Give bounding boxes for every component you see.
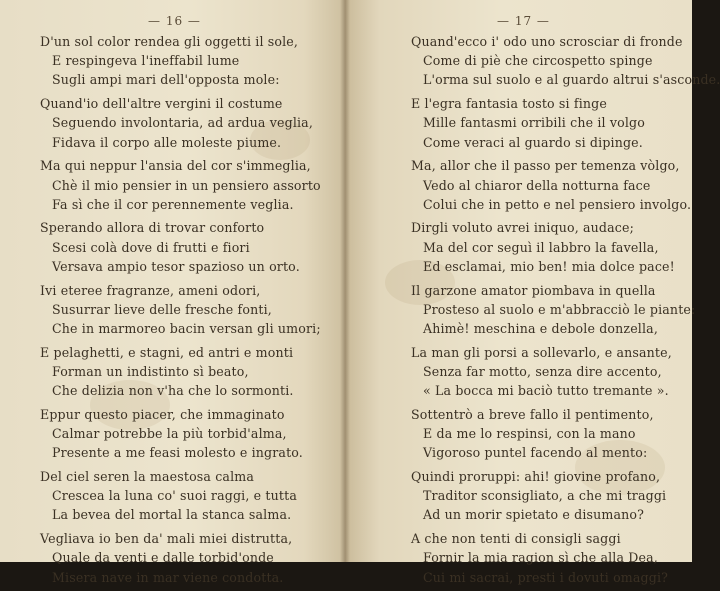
stanza bbox=[40, 467, 321, 525]
verse-line: Ma del cor seguì il labbro la favella, bbox=[423, 239, 659, 255]
verse-line: Come di piè che circospetto spinge bbox=[423, 53, 653, 69]
verse-line: Ma qui neppur l'ansia del cor s'immeglia, bbox=[40, 158, 311, 174]
verse-line: Quand'io dell'altre vergini il costume bbox=[40, 96, 283, 112]
stanza bbox=[40, 218, 321, 276]
verse-line: Quindi proruppi: ahi! giovine profano, bbox=[411, 469, 661, 485]
verse-line: La man gli porsi a sollevarlo, e ansante, bbox=[411, 344, 672, 360]
stanza bbox=[411, 94, 720, 152]
verse-line: Vigoroso puntel facendo al mento: bbox=[423, 445, 648, 461]
verse-line: Ivi eteree fragranze, ameni odori, bbox=[40, 282, 261, 298]
verse-line: Forman un indistinto sì beato, bbox=[52, 363, 249, 379]
verse-line: Versava ampio tesor spazioso un orto. bbox=[52, 258, 300, 274]
stanza bbox=[411, 32, 720, 90]
verse-line: Crescea la luna co' suoi raggi, e tutta bbox=[52, 488, 297, 504]
verse-line: E pelaghetti, e stagni, ed antri e monti bbox=[40, 344, 294, 360]
verse-line: Del ciel seren la maestosa calma bbox=[40, 469, 255, 485]
stanza bbox=[411, 529, 720, 587]
verse-line: Mille fantasmi orribili che il volgo bbox=[423, 115, 645, 131]
verse-line: Prosteso al suolo e m'abbracciò le piante: bbox=[423, 301, 696, 317]
verse-line: Come veraci al guardo si dipinge. bbox=[423, 134, 643, 150]
verse-line: Vegliava io ben da' mali miei distrutta, bbox=[40, 531, 293, 547]
stanza bbox=[40, 281, 321, 339]
stanza bbox=[411, 156, 720, 214]
verse-line: Sottentrò a breve fallo il pentimento, bbox=[411, 406, 654, 422]
verse-line: Vedo al chiaror della notturna face bbox=[423, 177, 651, 193]
verse-line: Che delizia non v'ha che lo sormonti. bbox=[52, 383, 294, 399]
verse-line: A che non tenti di consigli saggi bbox=[411, 531, 621, 547]
verse-line: Quand'ecco i' odo uno scrosciar di fronde bbox=[411, 34, 683, 49]
verse-line: E da me lo respinsi, con la mano bbox=[423, 426, 636, 442]
stanza bbox=[411, 218, 720, 276]
verse-line: Fornir la mia ragion sì che alla Dea, bbox=[423, 550, 658, 566]
stanza bbox=[411, 467, 720, 525]
verse-line: Eppur questo piacer, che immaginato bbox=[40, 406, 285, 422]
stanza bbox=[40, 156, 321, 214]
verse-line: Ma, allor che il passo per temenza vòlgo, bbox=[411, 158, 680, 174]
verse-line: D'un sol color rendea gli oggetti il sole, bbox=[40, 34, 299, 49]
stanza bbox=[40, 405, 321, 463]
verse-line: Quale da venti e dalle torbid'onde bbox=[52, 550, 274, 566]
verse-line: Sugli ampi mari dell'opposta mole: bbox=[52, 72, 280, 88]
verse-line: E l'egra fantasia tosto si finge bbox=[411, 96, 607, 112]
verse-line: Chè il mio pensier in un pensiero assorto bbox=[52, 177, 321, 193]
left-page bbox=[0, 0, 345, 585]
verse-line: Calmar potrebbe la più torbid'alma, bbox=[52, 426, 287, 442]
verse-line: Cui mi sacrai, presti i dovuti omaggi? bbox=[423, 569, 669, 585]
stanza bbox=[40, 343, 321, 401]
verse-line: Sperando allora di trovar conforto bbox=[40, 220, 265, 236]
stanza bbox=[40, 94, 321, 152]
stanza bbox=[411, 405, 720, 463]
verse-line: Il garzone amator piombava in quella bbox=[411, 282, 656, 298]
verse-line: Scesi colà dove di frutti e fiori bbox=[52, 239, 250, 255]
stanza bbox=[411, 281, 720, 339]
verse-line: « La bocca mi baciò tutto tremante ». bbox=[423, 383, 669, 399]
verse-line: Colui che in petto e nel pensiero involgo. bbox=[423, 196, 692, 212]
verse-line: Susurrar lieve delle fresche fonti, bbox=[52, 301, 272, 317]
verse-line: La bevea del mortal la stanca salma. bbox=[52, 507, 292, 523]
verse-line: Fa sì che il cor perennemente veglia. bbox=[52, 196, 294, 212]
page-number: — 16 — bbox=[148, 14, 201, 28]
page-number: — 17 — bbox=[497, 14, 550, 28]
right-page bbox=[345, 0, 720, 585]
verse-line: Senza far motto, senza dire accento, bbox=[423, 363, 662, 379]
stanza bbox=[40, 529, 321, 587]
verse-line: Fidava il corpo alle moleste piume. bbox=[52, 134, 282, 150]
verse-line: L'orma sul suolo e al guardo altrui s'asconde. bbox=[423, 72, 720, 88]
poem-text bbox=[411, 32, 720, 591]
stanza bbox=[411, 343, 720, 401]
verse-line: Dirgli voluto avrei iniquo, audace; bbox=[411, 220, 634, 236]
verse-line: Ed esclamai, mio ben! mia dolce pace! bbox=[423, 258, 675, 274]
verse-line: Traditor sconsigliato, a che mi traggi bbox=[423, 488, 667, 504]
verse-line: Presente a me feasi molesto e ingrato. bbox=[52, 445, 303, 461]
verse-line: Ahimè! meschina e debole donzella, bbox=[423, 321, 658, 336]
verse-line: Che in marmoreo bacin versan gli umori; bbox=[52, 321, 321, 336]
stanza bbox=[40, 32, 321, 90]
verse-line: Ad un morir spietato e disumano? bbox=[423, 507, 645, 523]
verse-line: E respingeva l'ineffabil lume bbox=[52, 53, 240, 69]
poem-text bbox=[40, 32, 321, 591]
verse-line: Misera nave in mar viene condotta. bbox=[52, 569, 284, 585]
verse-line: Seguendo involontaria, ad ardua veglia, bbox=[52, 115, 313, 131]
